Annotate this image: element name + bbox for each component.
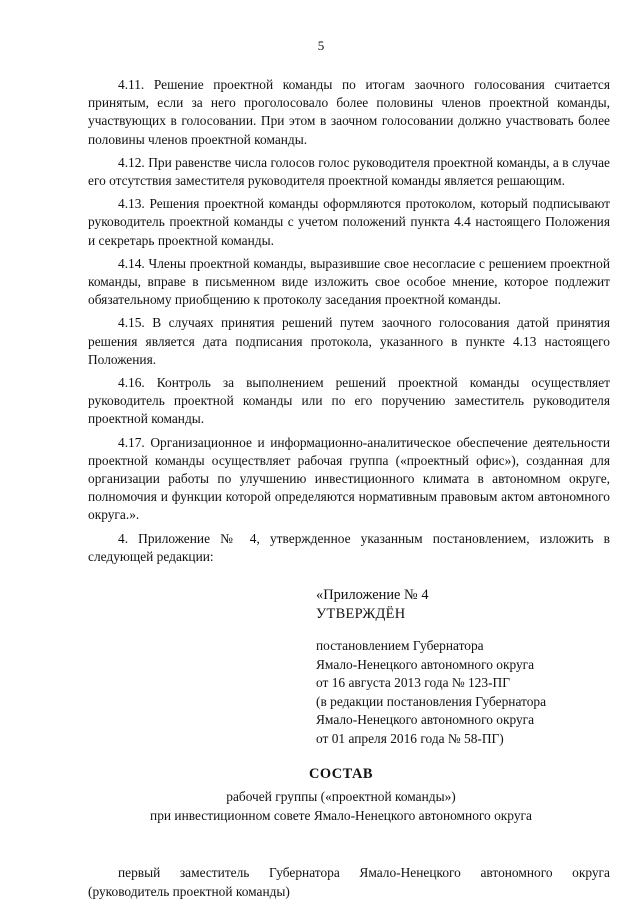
approval-line: постановлением Губернатора xyxy=(316,638,484,654)
paragraph-4-11: 4.11. Решение проектной команды по итогам заочного голосования считается принятым, если за него проголосовало более половины членов проектной команды, участвующих в голосовании. При этом в заочном голосовании должно участвовать более половины членов проектной команды. xyxy=(88,77,610,147)
paragraph-4-14: 4.14. Члены проектной команды, выразившие свое несогласие с решением проектной команды, вправе в письменном виде изложить свое особое мнение, которое подлежит обязательному приобщению к протоколу заседания проектной команды. xyxy=(88,255,610,308)
paragraph-4-16: 4.16. Контроль за выполнением решений проектной команды осуществляет руководитель проектной команды или по его поручению заместитель руководителя проектной команды. xyxy=(88,375,610,427)
page-number: 5 xyxy=(317,38,325,53)
composition-subtitle: при инвестиционном совете Ямало-Ненецкого автономного округа xyxy=(150,808,532,824)
approval-line: Ямало-Ненецкого автономного округа xyxy=(316,656,535,672)
paragraph-4-13: 4.13. Решения проектной команды оформляются протоколом, который подписывают руководитель проектной команды с учетом положений пункта 4.4 настоящего Положения и секретарь проектной команды. xyxy=(88,196,610,248)
member-entry: первый заместитель Губернатора Ямало-Ненецкого автономного округа (руководитель проектной команды) xyxy=(88,865,610,900)
approval-line: (в редакции постановления Губернатора xyxy=(316,693,547,709)
approval-line: от 01 апреля 2016 года № 58-ПГ) xyxy=(316,730,504,746)
approval-line: Ямало-Ненецкого автономного округа xyxy=(316,712,535,728)
paragraph-4-17: 4.17. Организационное и информационно-аналитическое обеспечение деятельности проектной команды осуществляет рабочая группа («проектный офис»), созданная для организации работы по улучшению инвестиционного климата в автономном округе, полномочия и функции которой определяются нормативным правовым актом автономного округа.». xyxy=(88,434,610,523)
approved-stamp-text: УТВЕРЖДЁН xyxy=(316,605,406,622)
composition-title: СОСТАВ xyxy=(308,766,374,783)
appendix-approval-block xyxy=(316,586,610,748)
paragraph-item-4: 4. Приложение № 4, утвержденное указанным постановлением, изложить в следующей редакции: xyxy=(88,530,610,564)
appendix-title: «Приложение № 4 xyxy=(316,587,429,604)
paragraph-4-15: 4.15. В случаях принятия решений путем заочного голосования датой принятия решения является дата подписания протокола, указанного в пункте 4.13 настоящего Положения. xyxy=(88,315,610,367)
paragraph-4-12: 4.12. При равенстве числа голосов голос руководителя проектной команды, а в случае его отсутствия заместителя руководителя проектной команды является решающим. xyxy=(88,154,610,189)
composition-subtitle: рабочей группы («проектной команды») xyxy=(226,789,456,805)
approval-line: от 16 августа 2013 года № 123-ПГ xyxy=(316,675,510,691)
